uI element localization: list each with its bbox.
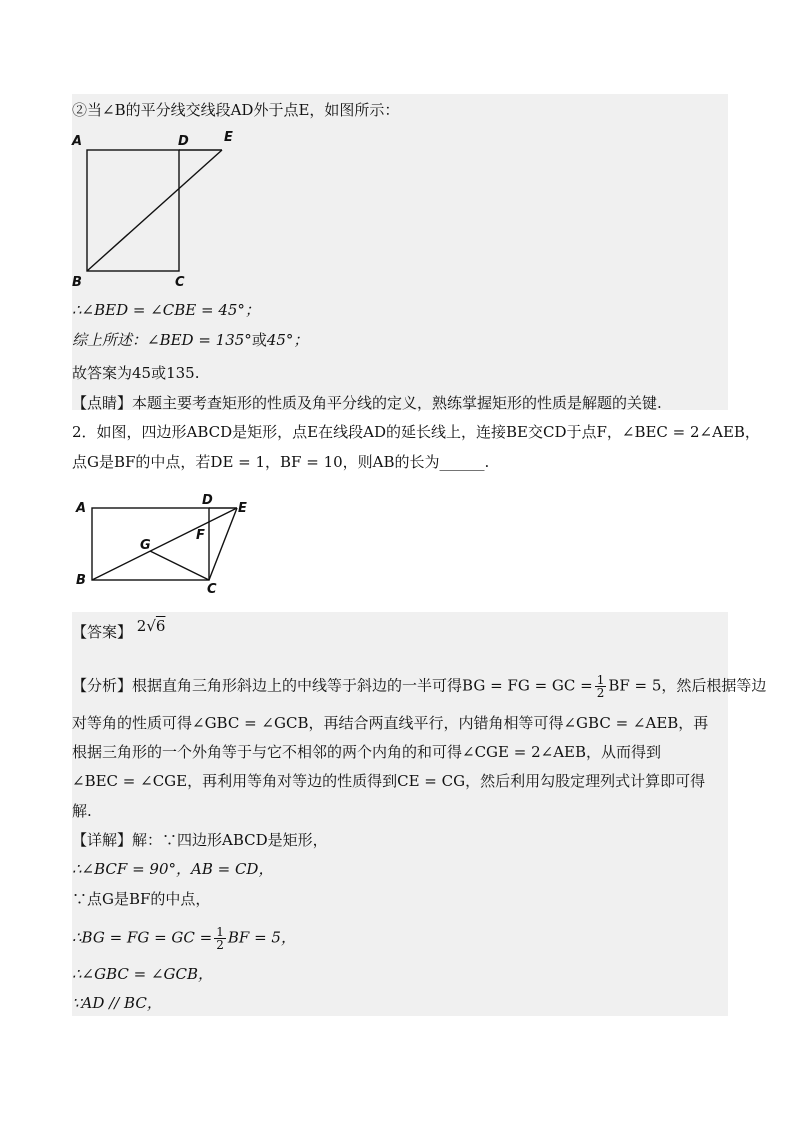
fig1-label-d: D xyxy=(178,134,189,149)
fig2-label-b: B xyxy=(76,573,86,588)
detail-frac-num: 1 xyxy=(216,925,224,939)
detail-fraction xyxy=(214,926,226,951)
problem2-line-1: 2．如图，四边形ABCD是矩形，点E在线段AD的延长线上，连接BE交CD于点F，∠BEC = 2∠AEB， xyxy=(72,423,760,441)
conclusion-line-1: ∴∠BED = ∠CBE = 45°； xyxy=(72,301,260,319)
analysis-frac-den: 2 xyxy=(596,686,605,700)
detail-line-4 xyxy=(72,926,296,951)
fig1-label-c: C xyxy=(175,275,185,290)
analysis-line-5: 解. xyxy=(72,802,92,820)
detail-text-4a: ∴BG = FG = GC = xyxy=(72,928,213,947)
conclusion-2-prefix: 综上所述：∠BED = 135° xyxy=(72,331,252,349)
fig1-rect-abcd xyxy=(87,150,179,271)
figure-1-rectangle xyxy=(72,128,272,298)
detail-frac-den: 2 xyxy=(216,938,224,952)
problem2-line-2: 点G是BF的中点，若DE = 1，BF = 10，则AB的长为______. xyxy=(72,453,490,471)
fig2-label-e: E xyxy=(238,501,247,516)
analysis-line-3: 根据三角形的一个外角等于与它不相邻的两个内角的和可得∠CGE = 2∠AEB，从而得到 xyxy=(72,743,662,761)
detail-line-1 xyxy=(72,830,328,850)
fig2-label-c: C xyxy=(207,582,217,597)
conclusion-2-suffix: 45°； xyxy=(266,331,309,349)
fig2-line-gc xyxy=(150,551,209,580)
fig2-label-d: D xyxy=(202,493,213,508)
analysis-label: 【分析】 xyxy=(72,676,133,695)
solution-block-bottom xyxy=(72,612,728,1016)
answer-coef: 2 xyxy=(136,617,147,635)
detail-line-6: ∵AD // BC， xyxy=(72,994,162,1012)
dianjing-line: 【点睛】本题主要考查矩形的性质及角平分线的定义，熟练掌握矩形的性质是解题的关键. xyxy=(72,394,662,412)
fig1-line-be xyxy=(87,150,222,271)
sqrt-symbol: √ xyxy=(146,617,156,635)
analysis-line-4: ∠BEC = ∠CGE，再利用等角对等边的性质得到CE = CG，然后利用勾股定理列式计算即可得 xyxy=(72,772,706,790)
analysis-text-1a: 根据直角三角形斜边上的中线等于斜边的一半可得BG = FG = GC = xyxy=(132,676,593,695)
detail-text-4b: BF = 5， xyxy=(227,928,296,947)
fig2-line-be xyxy=(92,508,237,580)
fig2-label-g: G xyxy=(140,538,151,553)
fig1-label-e: E xyxy=(224,130,233,145)
detail-label: 【详解】 xyxy=(72,831,133,849)
analysis-frac-num: 1 xyxy=(596,673,605,687)
answer-label: 【答案】 xyxy=(72,623,133,641)
detail-line-2: ∴∠BCF = 90°，AB = CD， xyxy=(72,860,274,878)
fig1-label-b: B xyxy=(72,275,82,290)
analysis-line-1 xyxy=(72,674,766,699)
fig1-label-a: A xyxy=(72,134,83,149)
answer-value xyxy=(137,617,166,635)
detail-line-3: ∵点G是BF的中点， xyxy=(72,890,211,908)
answer-line: 故答案为45或135. xyxy=(72,364,200,382)
analysis-fraction xyxy=(595,674,607,699)
fig2-line-ce xyxy=(209,508,237,580)
detail-line-5: ∴∠GBC = ∠GCB， xyxy=(72,965,214,983)
answer-radicand: 6 xyxy=(155,617,166,635)
analysis-line-2: 对等角的性质可得∠GBC = ∠GCB，再结合两直线平行，内错角相等可得∠GBC = ∠AEB，再 xyxy=(72,714,709,732)
detail-text-1: 解：∵四边形ABCD是矩形， xyxy=(132,831,328,849)
conclusion-2-or: 或 xyxy=(251,331,267,349)
analysis-text-1b: BF = 5，然后根据等边 xyxy=(608,676,767,695)
case2-intro: ②当∠B的平分线交线段AD外于点E，如图所示： xyxy=(72,101,400,119)
fig2-label-a: A xyxy=(76,501,87,516)
conclusion-line-2 xyxy=(72,330,308,350)
figure-2-rectangle xyxy=(74,490,274,600)
fig2-label-f: F xyxy=(196,528,205,543)
answer-row xyxy=(72,617,166,642)
